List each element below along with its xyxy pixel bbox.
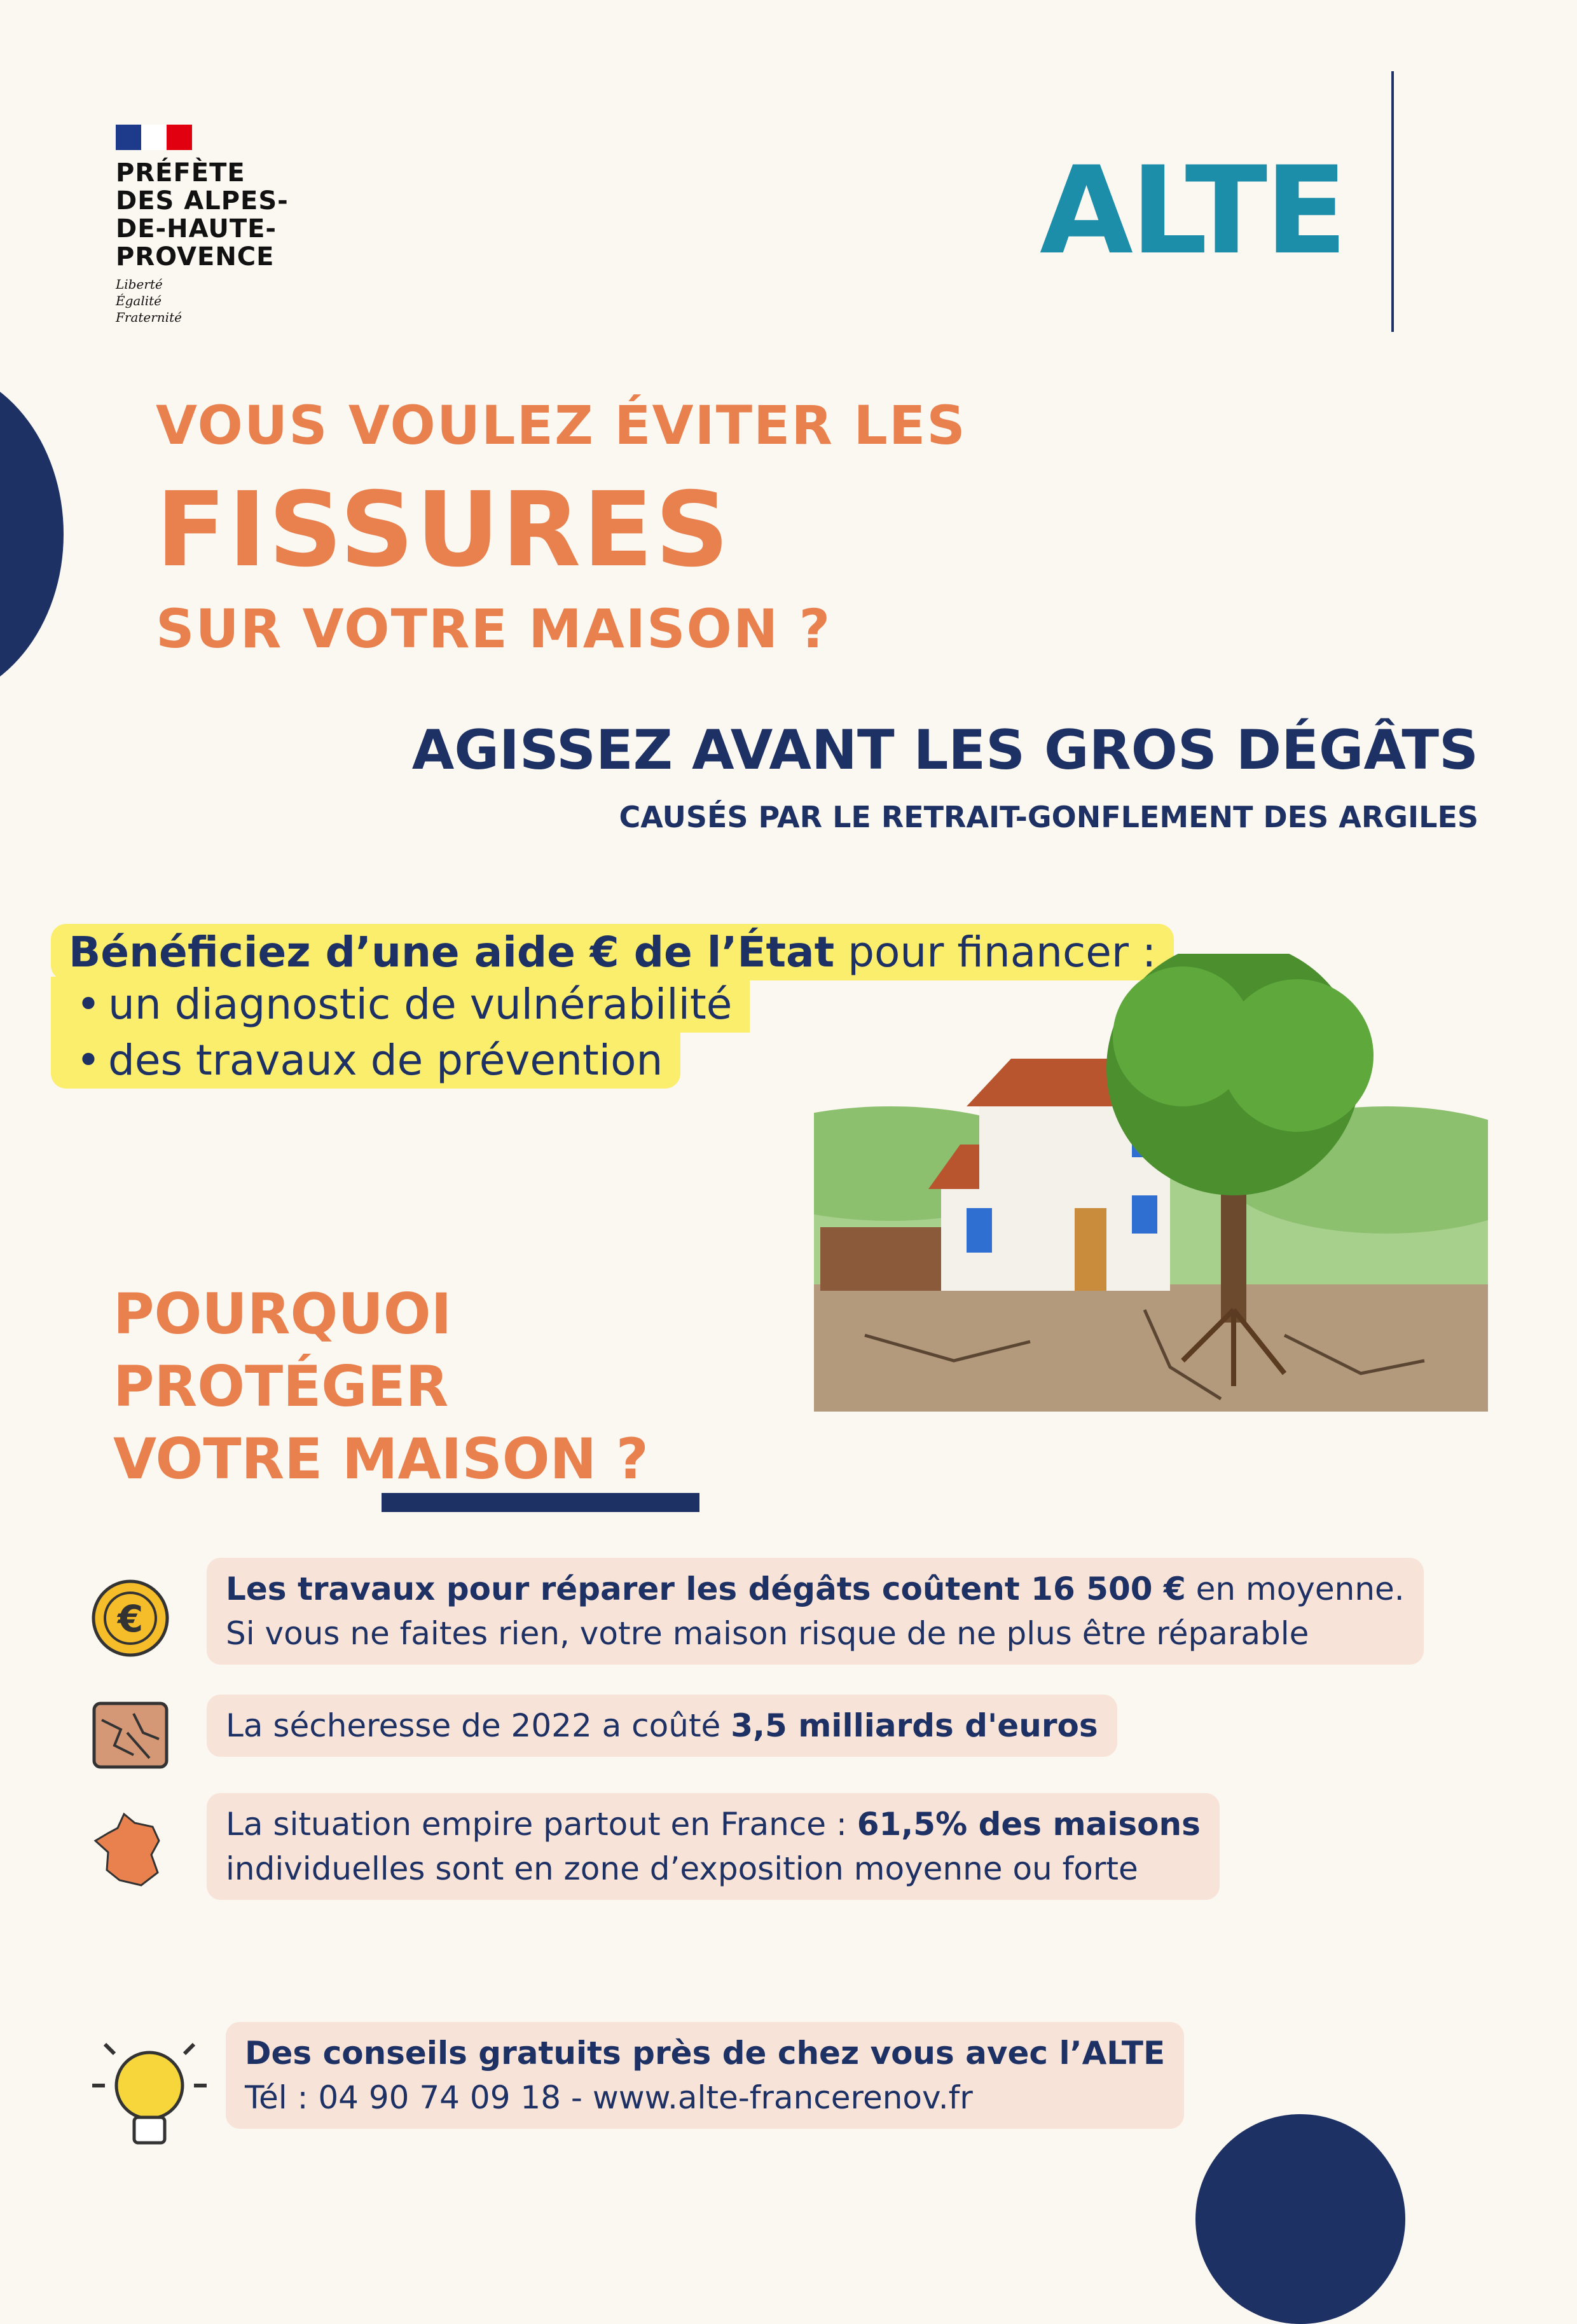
decorative-half-circle-left (0, 366, 64, 703)
aid-item: • un diagnostic de vulnérabilité (51, 977, 750, 1033)
cracked-ground-icon (89, 1695, 172, 1777)
aid-item: • des travaux de prévention (51, 1033, 680, 1089)
contact-box: Des conseils gratuits près de chez vous avec l’ALTE Tél : 04 90 74 09 18 - www.alte-francerenov.fr (226, 2022, 1184, 2129)
lightbulb-icon (92, 2035, 207, 2162)
prefecture-name: PRÉFÈTE DES ALPES- DE-HAUTE- PROVENCE (116, 158, 289, 272)
euro-coin-icon (89, 1577, 172, 1660)
fact-repair-cost: Les travaux pour réparer les dégâts coûtent 16 500 € en moyenne. Si vous ne faites rien, votre maison risque de ne plus être réparable (207, 1558, 1424, 1665)
header-divider (1391, 71, 1394, 332)
house-tree-clay-icon (814, 954, 1488, 1412)
prefecture-logo (116, 125, 289, 326)
alte-logo: ALTE (1039, 141, 1345, 281)
decorative-half-circle-bottom (1195, 2114, 1405, 2324)
headline-fissures: FISSURES (156, 471, 731, 590)
subheadline-subtitle: CAUSÉS PAR LE RETRAIT-GONFLEMENT DES ARGILES (619, 800, 1478, 834)
fact-exposure: La situation empire partout en France : 61,5% des maisons individuelles sont en zone d’exposition moyenne ou forte (207, 1793, 1220, 1900)
heading-underline (382, 1493, 699, 1512)
why-protect-heading: POURQUOI PROTÉGER VOTRE MAISON ? (113, 1281, 649, 1492)
contact-details: Tél : 04 90 74 09 18 - www.alte-francerenov.fr (245, 2079, 973, 2116)
headline-line-1: VOUS VOULEZ ÉVITER LES (156, 394, 967, 457)
republic-motto: Liberté Égalité Fraternité (116, 277, 182, 325)
headline-line-3: SUR VOTRE MAISON ? (156, 598, 832, 660)
france-map-icon (89, 1809, 172, 1892)
subheadline-title: AGISSEZ AVANT LES GROS DÉGÂTS (411, 719, 1478, 782)
marianne-flag-icon (116, 125, 192, 150)
fact-drought-cost: La sécheresse de 2022 a coûté 3,5 milliards d'euros (207, 1695, 1117, 1757)
aid-callout: Bénéficiez d’une aide € de l’État pour financer : • un diagnostic de vulnérabilité • des travaux de prévention (51, 928, 1174, 1089)
svg-text:€: € (117, 1597, 144, 1640)
